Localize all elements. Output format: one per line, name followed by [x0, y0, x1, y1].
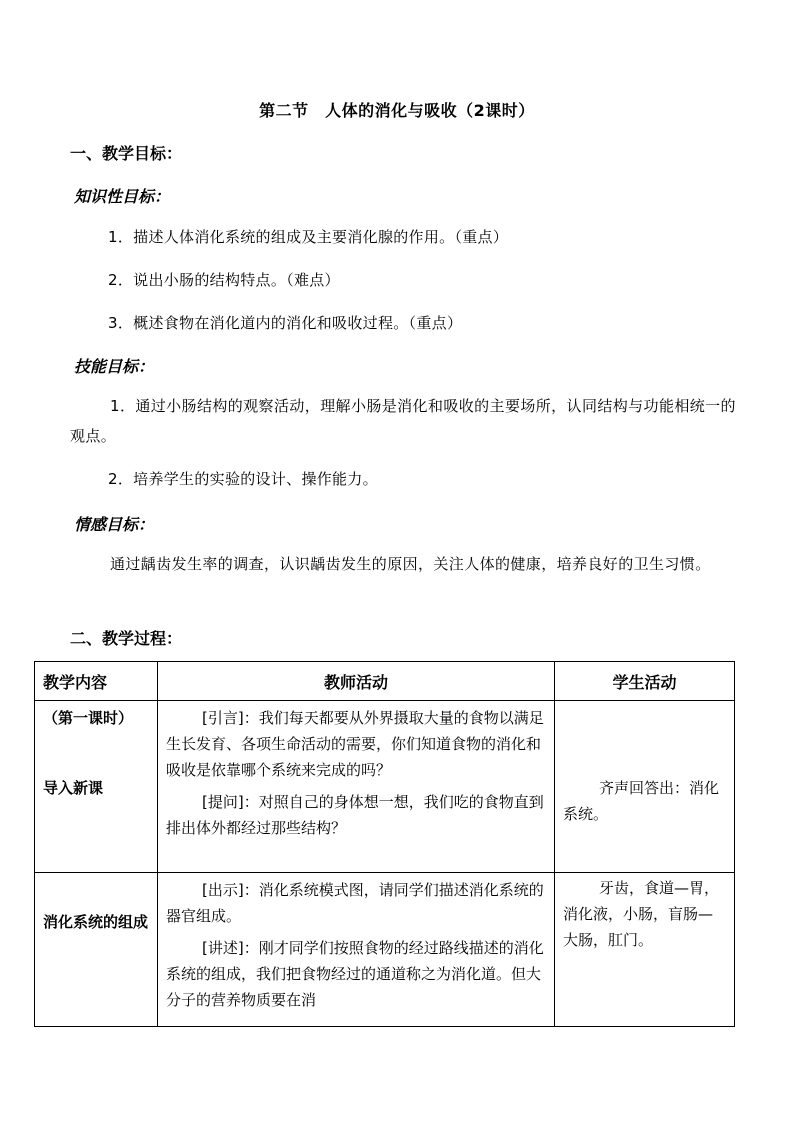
knowledge-goal-item: 3．概述食物在消化道内的消化和吸收过程。（重点）: [108, 314, 463, 332]
skill-goals-heading: 技能目标：: [74, 357, 155, 376]
row2-content-label: 消化系统的组成: [43, 913, 149, 931]
section-teaching-process-heading: 二、教学过程：: [70, 629, 183, 648]
row1-student-answer: 齐声回答出：消化系统。: [563, 779, 720, 823]
row1-teacher-question: [提问]：对照自己的身体想一想，我们吃的食物直到排出体外都经过那些结构？: [166, 793, 544, 837]
row2-student-answer: 牙齿，食道—胃，消化液，小肠，盲肠—大肠，肛门。: [563, 879, 720, 949]
row2-teacher-show: [出示]：消化系统模式图，请同学们描述消化系统的器官组成。: [166, 881, 544, 925]
row2-teacher-explain: [讲述]：刚才同学们按照食物的经过路线描述的消化系统的组成，我们把食物经过的通道称之为消化道。但大分子的营养物质要在消: [166, 939, 544, 1009]
emotion-goals-heading: 情感目标：: [74, 515, 155, 534]
row1-teacher-intro: [引言]：我们每天都要从外界摄取大量的食物以满足生长发育、各项生命活动的需要，你们知道食物的消化和吸收是依靠哪个系统来完成的吗？: [166, 709, 544, 779]
knowledge-goal-item: 1．描述人体消化系统的组成及主要消化腺的作用。（重点）: [108, 228, 509, 246]
header-teacher-activity: 教师活动: [158, 662, 555, 701]
skill-goal-item: 1．通过小肠结构的观察活动，理解小肠是消化和吸收的主要场所，认同结构与功能相统一的观点。: [70, 397, 736, 445]
row1-teacher-cell: [158, 701, 555, 873]
section-teaching-goals-heading: 一、教学目标：: [70, 144, 183, 163]
row1-content-cell: [35, 701, 158, 873]
knowledge-goals-heading: 知识性目标：: [74, 187, 171, 206]
knowledge-goal-item: 2．说出小肠的结构特点。（难点）: [108, 271, 340, 289]
row2-content-cell: [35, 873, 158, 1027]
header-teaching-content: 教学内容: [35, 662, 158, 701]
skill-goal-item: 2．培养学生的实验的设计、操作能力。: [108, 470, 378, 488]
table-row: [35, 701, 735, 873]
header-student-activity: 学生活动: [555, 662, 735, 701]
table-header-row: [35, 662, 735, 701]
teaching-process-table: [34, 661, 735, 1027]
row1-lesson-label: （第一课时）: [43, 709, 134, 727]
row1-student-cell: [555, 701, 735, 873]
row2-student-cell: [555, 873, 735, 1027]
table-row: [35, 873, 735, 1027]
row1-intro-label: 导入新课: [43, 779, 104, 797]
emotion-goal-text: 通过龋齿发生率的调查，认识龋齿发生的原因，关注人体的健康，培养良好的卫生习惯。: [110, 555, 711, 573]
row2-teacher-cell: [158, 873, 555, 1027]
page-title: 第二节 人体的消化与吸收（2课时）: [259, 101, 535, 120]
